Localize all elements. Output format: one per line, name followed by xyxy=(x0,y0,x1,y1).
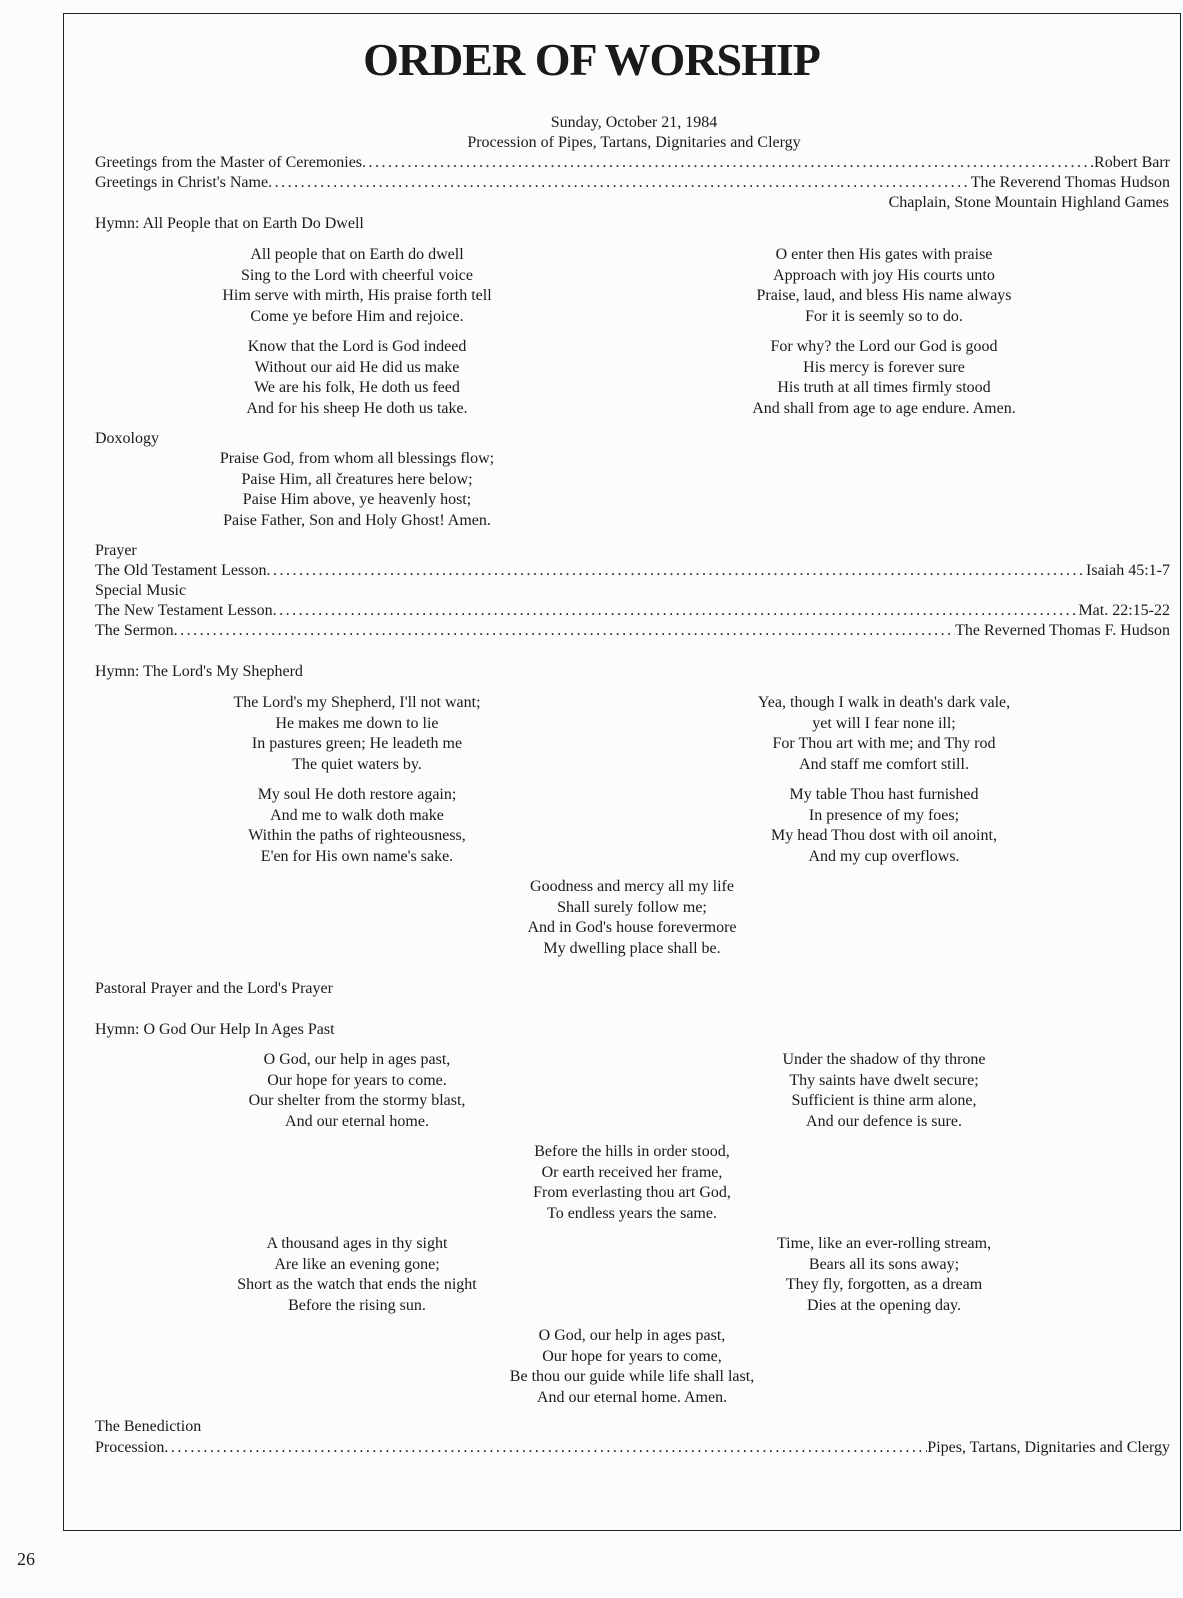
entry-value: Mat. 22:15-22 xyxy=(1078,602,1170,619)
verse-line: Or earth received her frame, xyxy=(541,1163,723,1181)
entry-value: Isaiah 45:1-7 xyxy=(1086,562,1170,579)
hymn1-stanza-2 xyxy=(674,245,1094,327)
verse-line: All people that on Earth do dwell xyxy=(250,246,464,263)
verse-line: And me to walk doth make xyxy=(270,806,444,824)
leader-dots xyxy=(268,173,971,193)
entry-value: Pipes, Tartans, Dignitaries and Clergy xyxy=(927,1439,1170,1456)
hymn3-stanza-5 xyxy=(674,1234,1094,1316)
verse-line: Our hope for years to come, xyxy=(542,1347,722,1365)
leader-dots xyxy=(266,561,1086,581)
page-number: 26 xyxy=(17,1549,35,1569)
special-music-label: Special Music xyxy=(95,582,187,599)
verse-line: From everlasting thou art God, xyxy=(533,1184,731,1201)
verse-line: He makes me down to lie xyxy=(275,714,439,732)
verse-line: Dies at the opening day. xyxy=(806,1296,962,1314)
entry-greetings-christ xyxy=(95,173,1170,193)
hymn1-stanza-1 xyxy=(147,245,567,327)
hymn2-stanza-2 xyxy=(674,693,1094,775)
verse-line: To endless years the same. xyxy=(547,1204,717,1222)
leader-dots xyxy=(273,601,1079,621)
verse-line: For why? the Lord our God is good xyxy=(770,338,998,355)
entry-value: Robert Barr xyxy=(1094,154,1170,171)
entry-greetings-mc xyxy=(95,153,1170,173)
verse-line: My head Thou dost with oil anoint, xyxy=(771,827,997,844)
verse-line: And our defence is sure. xyxy=(806,1112,962,1130)
verse-line: Shall surely follow me; xyxy=(557,898,707,916)
entry-label: Greetings in Christ's Name xyxy=(95,174,269,191)
verse-line: Know that the Lord is God indeed xyxy=(247,338,467,355)
hymn1-stanza-3 xyxy=(147,337,567,419)
hymn2-title: Hymn: The Lord's My Shepherd xyxy=(95,663,303,680)
verse-line: Yea, though I walk in death's dark vale, xyxy=(757,694,1011,711)
verse-line: And staff me comfort still. xyxy=(799,755,969,773)
entry-old-testament xyxy=(95,561,1170,581)
hymn3-stanza-4 xyxy=(147,1234,567,1316)
hymn2-stanza-4 xyxy=(674,785,1094,867)
verse-line: Our hope for years to come. xyxy=(267,1071,447,1089)
chaplain-title: Chaplain, Stone Mountain Highland Games xyxy=(888,194,1169,211)
verse-line: His truth at all times firmly stood xyxy=(777,379,991,396)
verse-line: They fly, forgotten, as a dream xyxy=(785,1276,983,1293)
verse-line: Short as the watch that ends the night xyxy=(237,1276,477,1293)
procession-subtitle: Procession of Pipes, Tartans, Dignitaries and Clergy xyxy=(467,134,801,151)
verse-line: O God, our help in ages past, xyxy=(263,1051,451,1068)
verse-line: Bears all its sons away; xyxy=(808,1255,960,1273)
benediction-label: The Benediction xyxy=(95,1418,202,1435)
verse-line: And shall from age to age endure. Amen. xyxy=(752,399,1016,417)
verse-line: And in God's house forevermore xyxy=(527,919,737,936)
entry-sermon xyxy=(95,621,1170,641)
hymn2-stanza-5 xyxy=(422,877,842,959)
verse-line: yet will I fear none ill; xyxy=(812,714,956,732)
verse-line: For it is seemly so to do. xyxy=(805,307,963,325)
verse-line: Before the hills in order stood, xyxy=(534,1143,730,1160)
verse-line: Without our aid He did us make xyxy=(254,358,460,376)
verse-line: In pastures green; He leadeth me xyxy=(251,735,463,752)
verse-line: Paise Him above, ye heavenly host; xyxy=(242,491,472,508)
prayer-label: Prayer xyxy=(95,542,137,559)
verse-line: E'en for His own name's sake. xyxy=(260,847,454,865)
verse-line: Praise, laud, and bless His name always xyxy=(756,287,1012,304)
verse-line: For Thou art with me; and Thy rod xyxy=(772,735,996,752)
verse-line: The Lord's my Shepherd, I'll not want; xyxy=(233,694,481,711)
entry-label: The Sermon xyxy=(95,622,174,639)
verse-line: And our eternal home. xyxy=(285,1112,429,1130)
verse-line: My soul He doth restore again; xyxy=(257,786,457,803)
entry-new-testament xyxy=(95,601,1170,621)
verse-line: We are his folk, He doth us feed xyxy=(254,379,460,396)
verse-line: And our eternal home. Amen. xyxy=(536,1388,728,1406)
verse-line: Time, like an ever-rolling stream, xyxy=(776,1235,992,1252)
hymn3-stanza-6 xyxy=(422,1326,842,1408)
verse-line: Sing to the Lord with cheerful voice xyxy=(241,266,473,284)
entry-label: Greetings from the Master of Ceremonies xyxy=(95,154,363,171)
hymn3-stanza-1 xyxy=(147,1050,567,1132)
verse-line: Are like an evening gone; xyxy=(274,1255,440,1273)
verse-line: Be thou our guide while life shall last, xyxy=(509,1368,755,1385)
verse-line: Our shelter from the stormy blast, xyxy=(248,1092,466,1109)
verse-line: Him serve with mirth, His praise forth tell xyxy=(222,287,492,304)
page-title: ORDER OF WORSHIP xyxy=(363,34,820,85)
verse-line: Under the shadow of thy throne xyxy=(782,1051,986,1068)
verse-line: Praise God, from whom all blessings flow; xyxy=(219,450,495,467)
leader-dots xyxy=(164,1438,927,1458)
pastoral-prayer-label: Pastoral Prayer and the Lord's Prayer xyxy=(95,980,333,997)
service-date: Sunday, October 21, 1984 xyxy=(550,114,718,131)
entry-value: The Reverned Thomas F. Hudson xyxy=(955,622,1170,639)
verse-line: Come ye before Him and rejoice. xyxy=(250,307,464,325)
verse-line: And my cup overflows. xyxy=(808,847,960,865)
verse-line: And for his sheep He doth us take. xyxy=(246,399,468,417)
verse-line: In presence of my foes; xyxy=(808,806,960,824)
verse-line: Thy saints have dwelt secure; xyxy=(789,1071,979,1089)
leader-dots xyxy=(174,621,956,641)
verse-line: The quiet waters by. xyxy=(292,755,422,773)
verse-line: His mercy is forever sure xyxy=(803,358,965,376)
verse-line: Goodness and mercy all my life xyxy=(530,878,734,895)
verse-line: Before the rising sun. xyxy=(288,1296,426,1314)
hymn1-title: Hymn: All People that on Earth Do Dwell xyxy=(95,215,364,232)
hymn3-stanza-3 xyxy=(422,1142,842,1224)
verse-line: Within the paths of righteousness, xyxy=(248,827,466,844)
verse-line: A thousand ages in thy sight xyxy=(266,1235,448,1252)
entry-label: Procession xyxy=(95,1439,165,1456)
entry-label: The New Testament Lesson xyxy=(95,602,273,619)
verse-line: My table Thou hast furnished xyxy=(789,786,979,803)
hymn2-stanza-3 xyxy=(147,785,567,867)
hymn2-stanza-1 xyxy=(147,693,567,775)
hymn3-title: Hymn: O God Our Help In Ages Past xyxy=(95,1021,335,1038)
verse-line: O God, our help in ages past, xyxy=(538,1327,726,1344)
verse-line: Approach with joy His courts unto xyxy=(773,266,995,284)
entry-label: The Old Testament Lesson xyxy=(95,562,267,579)
verse-line: My dwelling place shall be. xyxy=(543,939,721,957)
verse-line: Sufficient is thine arm alone, xyxy=(791,1092,977,1109)
hymn1-stanza-4 xyxy=(674,337,1094,419)
doxology-title: Doxology xyxy=(95,430,159,447)
entry-procession xyxy=(95,1438,1170,1458)
hymn3-stanza-2 xyxy=(674,1050,1094,1132)
verse-line: Paise Him, all čreatures here below; xyxy=(241,470,473,488)
doxology-verse xyxy=(147,449,567,531)
verse-line: O enter then His gates with praise xyxy=(775,246,993,263)
entry-value: The Reverend Thomas Hudson xyxy=(970,174,1170,191)
verse-line: Paise Father, Son and Holy Ghost! Amen. xyxy=(223,511,491,529)
leader-dots xyxy=(362,153,1094,173)
